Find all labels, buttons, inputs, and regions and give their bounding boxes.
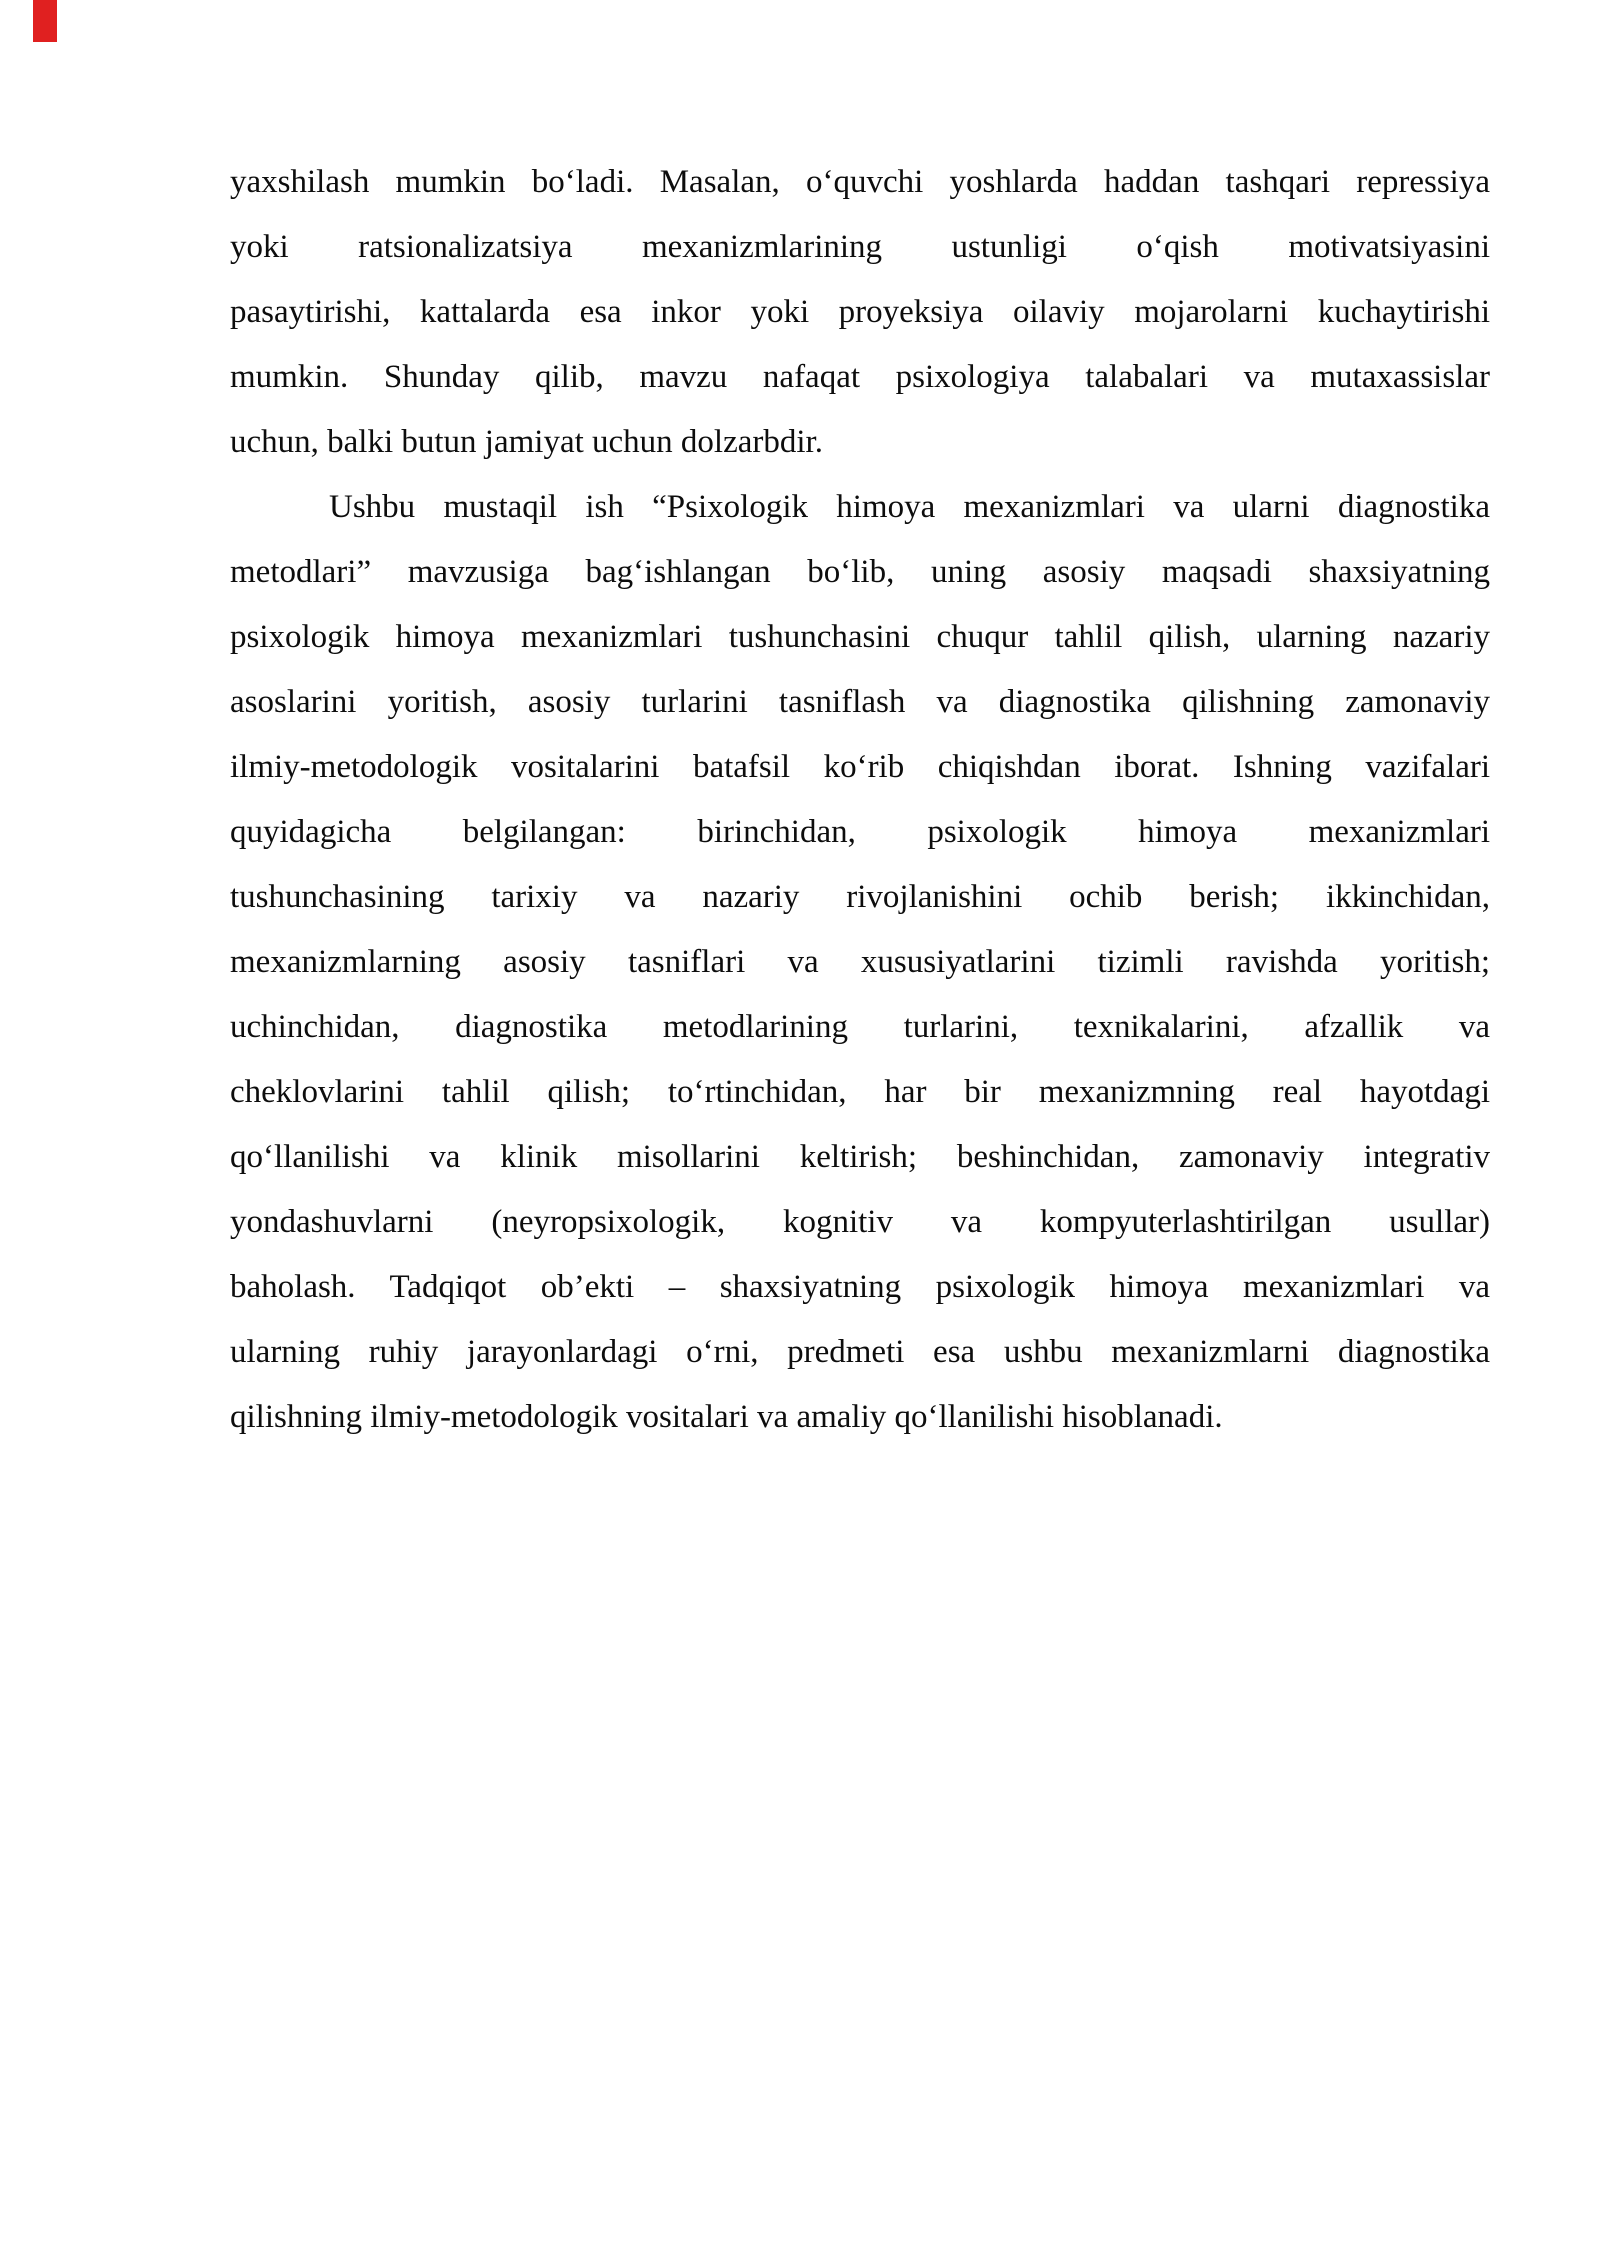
text-line: uchinchidan, diagnostika metodlarining turlarini, texnikalarini, afzallik va	[230, 1009, 1490, 1045]
text-block	[230, 150, 1490, 1450]
text-line: pasaytirishi, kattalarda esa inkor yoki proyeksiya oilaviy mojarolarni kuchaytirishi	[230, 294, 1490, 330]
text-line: cheklovlarini tahlil qilish; to‘rtinchidan, har bir mexanizmning real hayotdagi	[230, 1074, 1490, 1110]
text-line: qo‘llanilishi va klinik misollarini keltirish; beshinchidan, zamonaviy integrativ	[230, 1139, 1490, 1175]
text-line: quyidagicha belgilangan: birinchidan, psixologik himoya mexanizmlari	[230, 814, 1490, 850]
red-marker	[33, 0, 57, 42]
text-line: metodlari” mavzusiga bag‘ishlangan bo‘lib, uning asosiy maqsadi shaxsiyatning	[230, 554, 1490, 590]
text-line: ularning ruhiy jarayonlardagi o‘rni, predmeti esa ushbu mexanizmlarni diagnostika	[230, 1334, 1490, 1370]
text-line: tushunchasining tarixiy va nazariy rivojlanishini ochib berish; ikkinchidan,	[230, 879, 1490, 915]
text-line: asoslarini yoritish, asosiy turlarini tasniflash va diagnostika qilishning zamonaviy	[230, 684, 1490, 720]
text-line: Ushbu mustaqil ish “Psixologik himoya mexanizmlari va ularni diagnostika	[329, 489, 1490, 525]
text-line: mexanizmlarning asosiy tasniflari va xususiyatlarini tizimli ravishda yoritish;	[230, 944, 1490, 980]
text-line: yondashuvlarni (neyropsixologik, kognitiv va kompyuterlashtirilgan usullar)	[230, 1204, 1490, 1240]
paragraph	[230, 150, 1490, 475]
text-line: psixologik himoya mexanizmlari tushunchasini chuqur tahlil qilish, ularning nazariy	[230, 619, 1490, 655]
text-line: qilishning ilmiy-metodologik vositalari va amaliy qo‘llanilishi hisoblanadi.	[230, 1399, 1223, 1435]
text-line: yoki ratsionalizatsiya mexanizmlarining ustunligi o‘qish motivatsiyasini	[230, 229, 1490, 265]
text-line: yaxshilash mumkin bo‘ladi. Masalan, o‘quvchi yoshlarda haddan tashqari repressiya	[230, 164, 1490, 200]
paragraph	[230, 475, 1490, 1450]
text-line: mumkin. Shunday qilib, mavzu nafaqat psixologiya talabalari va mutaxassislar	[230, 359, 1490, 395]
text-line: baholash. Tadqiqot ob’ekti – shaxsiyatning psixologik himoya mexanizmlari va	[230, 1269, 1490, 1305]
text-line: ilmiy-metodologik vositalarini batafsil ko‘rib chiqishdan iborat. Ishning vazifalari	[230, 749, 1490, 785]
text-line: uchun, balki butun jamiyat uchun dolzarbdir.	[230, 424, 823, 460]
